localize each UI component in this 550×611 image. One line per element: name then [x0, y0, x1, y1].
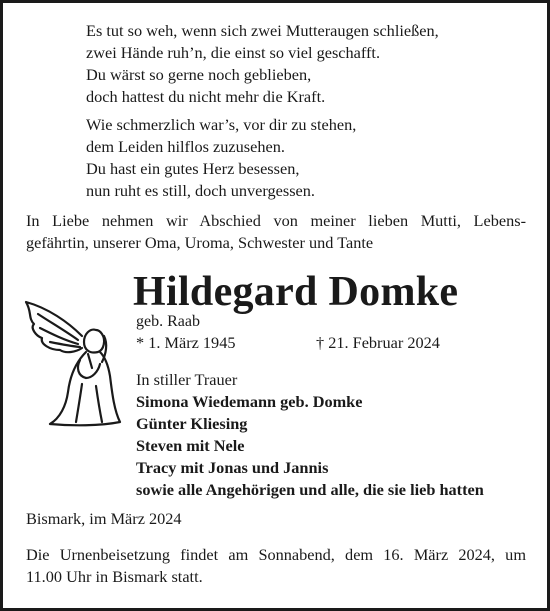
urn-line: 11.00 Uhr in Bismark statt. [26, 567, 203, 586]
poem-stanza-2 [86, 114, 356, 202]
poem-line: zwei Hände ruh’n, die einst so viel geschafft. [86, 43, 381, 62]
poem-line: Wie schmerzlich war’s, vor dir zu stehen, [86, 115, 357, 134]
place-and-date: Bismark, im März 2024 [26, 509, 182, 528]
poem-line: Du hast ein gutes Herz besessen, [86, 159, 300, 178]
mourner-name: Tracy mit Jonas und Jannis [136, 458, 329, 477]
urn-burial-notice [26, 544, 526, 588]
poem-stanza-1 [86, 20, 439, 108]
poem-line: dem Leiden hilflos zuzusehen. [86, 137, 285, 156]
poem-line: nun ruht es still, doch unvergessen. [86, 181, 315, 200]
mourners-list [136, 369, 484, 501]
poem-line: doch hattest du nicht mehr die Kraft. [86, 87, 326, 106]
intro-line: In Liebe nehmen wir Abschied von meiner lieben Mutti, Lebens- [26, 211, 526, 230]
birth-date: * 1. März 1945 [136, 333, 236, 352]
urn-line: Die Urnenbeisetzung findet am Sonnabend, dem 16. März 2024, um [26, 545, 526, 564]
mourner-name: Steven mit Nele [136, 436, 245, 455]
praying-angel-icon [20, 292, 132, 432]
intro-line: gefährtin, unserer Oma, Uroma, Schwester und Tante [26, 233, 374, 252]
death-date: † 21. Februar 2024 [316, 333, 440, 352]
mourners-heading: In stiller Trauer [136, 370, 238, 389]
maiden-name: geb. Raab [136, 313, 200, 330]
poem-line: Es tut so weh, wenn sich zwei Mutteraugen schließen, [86, 21, 439, 40]
mourner-name: Simona Wiedemann geb. Domke [136, 392, 363, 411]
poem-line: Du wärst so gerne noch geblieben, [86, 65, 312, 84]
deceased-name: Hildegard Domke [133, 269, 459, 315]
mourner-name: sowie alle Angehörigen und alle, die sie lieb hatten [136, 480, 484, 499]
farewell-intro [26, 210, 526, 254]
mourner-name: Günter Kliesing [136, 414, 248, 433]
